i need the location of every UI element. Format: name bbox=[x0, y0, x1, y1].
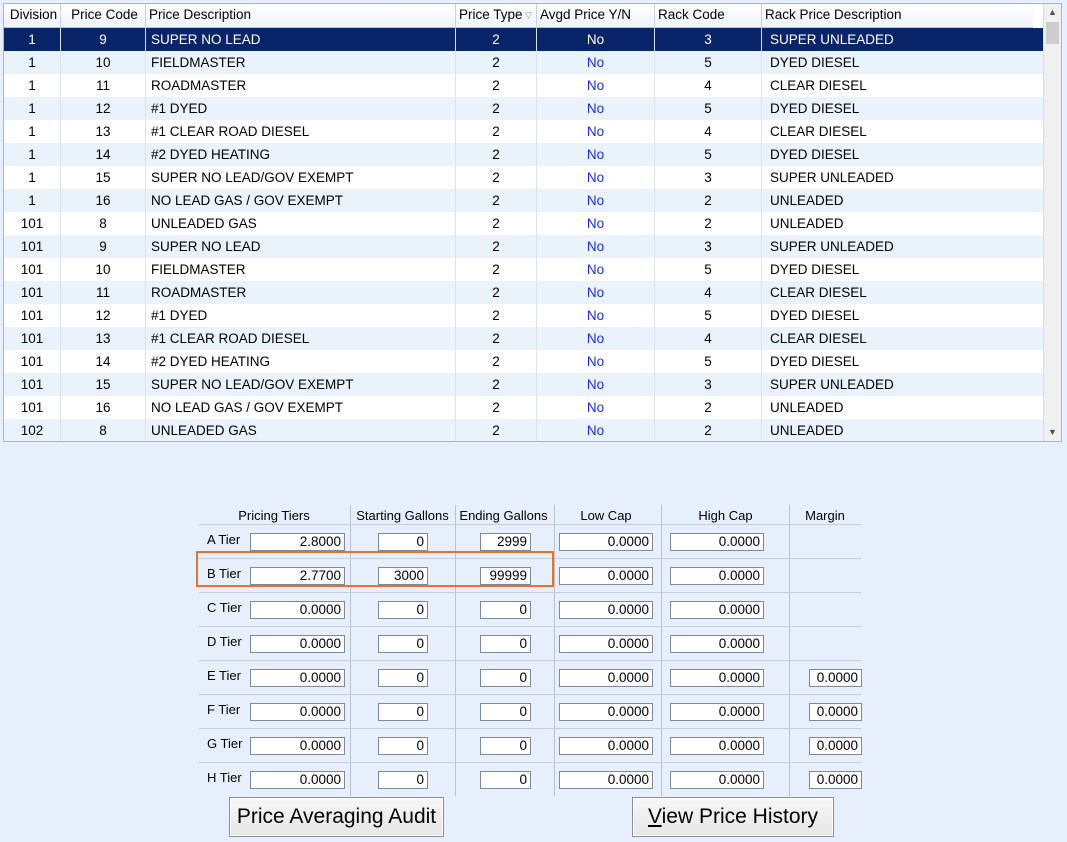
tier-row bbox=[199, 728, 861, 762]
cell-rack-code[interactable]: 2 bbox=[655, 419, 762, 442]
ending-gallons-input[interactable]: 2999 bbox=[480, 533, 531, 551]
cell-price-code[interactable]: 8 bbox=[61, 212, 146, 235]
tier-label: C Tier bbox=[207, 600, 242, 615]
cell-rack-price-description[interactable]: SUPER UNLEADED bbox=[770, 239, 894, 254]
cell-avgd-price[interactable]: No bbox=[537, 281, 655, 304]
margin-input[interactable]: 0.0000 bbox=[809, 703, 862, 721]
cell-price-code[interactable]: 14 bbox=[61, 350, 146, 373]
price-code-grid bbox=[3, 3, 1062, 442]
header-low-cap: Low Cap bbox=[580, 508, 632, 523]
cell-price-code[interactable]: 11 bbox=[61, 281, 146, 304]
pricing-tiers-panel bbox=[199, 505, 861, 796]
cell-price-description[interactable]: NO LEAD GAS / GOV EXEMPT bbox=[146, 189, 456, 212]
low-cap-input[interactable]: 0.0000 bbox=[559, 533, 653, 551]
cell-avgd-price[interactable]: No bbox=[537, 143, 655, 166]
table-row[interactable] bbox=[4, 281, 1043, 304]
cell-price-description[interactable]: #2 DYED HEATING bbox=[146, 143, 456, 166]
cell-rack-price-description[interactable]: CLEAR DIESEL bbox=[770, 78, 867, 93]
cell-division[interactable]: 102 bbox=[4, 419, 61, 442]
cell-price-type[interactable]: 2 bbox=[456, 304, 537, 327]
price-input[interactable]: 2.8000 bbox=[250, 533, 345, 551]
cell-rack-price-description[interactable]: SUPER UNLEADED bbox=[770, 377, 894, 392]
cell-rack-price-description[interactable]: DYED DIESEL bbox=[770, 147, 860, 162]
cell-division[interactable]: 1 bbox=[4, 74, 61, 97]
table-row[interactable] bbox=[4, 396, 1043, 419]
cell-price-description[interactable]: ROADMASTER bbox=[146, 74, 456, 97]
starting-gallons-input[interactable]: 0 bbox=[378, 601, 428, 619]
cell-price-code[interactable]: 15 bbox=[61, 166, 146, 189]
cell-price-code[interactable]: 12 bbox=[61, 97, 146, 120]
low-cap-input[interactable]: 0.0000 bbox=[559, 737, 653, 755]
table-row[interactable] bbox=[4, 212, 1043, 235]
cell-price-description[interactable]: #2 DYED HEATING bbox=[146, 350, 456, 373]
cell-price-code[interactable]: 16 bbox=[61, 189, 146, 212]
cell-rack-code[interactable]: 5 bbox=[655, 51, 762, 74]
tier-label: E Tier bbox=[207, 668, 241, 683]
cell-price-type[interactable]: 2 bbox=[456, 396, 537, 419]
column-header-rack-code[interactable]: Rack Code bbox=[655, 4, 762, 27]
starting-gallons-input[interactable]: 0 bbox=[378, 669, 428, 687]
cell-division[interactable]: 101 bbox=[4, 304, 61, 327]
view-price-history-label: iew Price History bbox=[661, 805, 818, 828]
table-row[interactable] bbox=[4, 235, 1043, 258]
cell-rack-code[interactable]: 4 bbox=[655, 74, 762, 97]
cell-price-type[interactable]: 2 bbox=[456, 212, 537, 235]
ending-gallons-input[interactable]: 0 bbox=[480, 635, 531, 653]
cell-rack-price-description[interactable]: DYED DIESEL bbox=[770, 101, 860, 116]
pricing-tiers-header bbox=[199, 505, 861, 524]
vertical-scrollbar[interactable] bbox=[1043, 4, 1061, 441]
cell-avgd-price[interactable]: No bbox=[537, 258, 655, 281]
cell-price-type[interactable]: 2 bbox=[456, 74, 537, 97]
cell-price-description[interactable]: #1 DYED bbox=[146, 304, 456, 327]
tier-row bbox=[199, 592, 861, 626]
ending-gallons-input[interactable]: 0 bbox=[480, 771, 531, 789]
cell-price-description[interactable]: NO LEAD GAS / GOV EXEMPT bbox=[146, 396, 456, 419]
cell-division[interactable]: 1 bbox=[4, 120, 61, 143]
cell-rack-code[interactable]: 5 bbox=[655, 97, 762, 120]
high-cap-input[interactable]: 0.0000 bbox=[670, 669, 764, 687]
cell-rack-price-description[interactable]: DYED DIESEL bbox=[770, 262, 860, 277]
table-row[interactable] bbox=[4, 143, 1043, 166]
tier-row bbox=[199, 626, 861, 660]
high-cap-input[interactable]: 0.0000 bbox=[670, 737, 764, 755]
cell-price-code[interactable]: 10 bbox=[61, 258, 146, 281]
tier-label: B Tier bbox=[207, 566, 241, 581]
low-cap-input[interactable]: 0.0000 bbox=[559, 703, 653, 721]
cell-avgd-price[interactable]: No bbox=[537, 120, 655, 143]
cell-price-code[interactable]: 11 bbox=[61, 74, 146, 97]
cell-price-code[interactable]: 13 bbox=[61, 327, 146, 350]
table-row[interactable] bbox=[4, 373, 1043, 396]
tier-row bbox=[199, 558, 861, 592]
high-cap-input[interactable]: 0.0000 bbox=[670, 703, 764, 721]
cell-price-code[interactable]: 10 bbox=[61, 51, 146, 74]
ending-gallons-input[interactable]: 0 bbox=[480, 601, 531, 619]
cell-price-type[interactable]: 2 bbox=[456, 373, 537, 396]
column-header-price-type-label: Price Type bbox=[459, 7, 523, 22]
cell-price-description[interactable]: ROADMASTER bbox=[146, 281, 456, 304]
column-header-rack-price-description[interactable]: Rack Price Description bbox=[765, 7, 902, 22]
table-row[interactable] bbox=[4, 120, 1043, 143]
cell-avgd-price[interactable]: No bbox=[537, 350, 655, 373]
low-cap-input[interactable]: 0.0000 bbox=[559, 669, 653, 687]
cell-avgd-price[interactable]: No bbox=[537, 166, 655, 189]
low-cap-input[interactable]: 0.0000 bbox=[559, 601, 653, 619]
table-row[interactable] bbox=[4, 304, 1043, 327]
ending-gallons-input[interactable]: 99999 bbox=[480, 567, 531, 585]
price-input[interactable]: 0.0000 bbox=[250, 771, 345, 789]
cell-avgd-price[interactable]: No bbox=[537, 419, 655, 442]
tier-row bbox=[199, 524, 861, 558]
cell-avgd-price[interactable]: No bbox=[537, 235, 655, 258]
cell-division[interactable]: 1 bbox=[4, 189, 61, 212]
cell-price-type[interactable]: 2 bbox=[456, 166, 537, 189]
cell-division[interactable]: 1 bbox=[4, 28, 61, 51]
table-row[interactable] bbox=[4, 97, 1043, 120]
header-ending-gallons: Ending Gallons bbox=[459, 508, 548, 523]
scrollbar-thumb[interactable] bbox=[1046, 22, 1059, 44]
cell-price-description[interactable]: #1 CLEAR ROAD DIESEL bbox=[146, 327, 456, 350]
cell-division[interactable]: 101 bbox=[4, 396, 61, 419]
cell-price-description[interactable]: SUPER NO LEAD/GOV EXEMPT bbox=[146, 166, 456, 189]
cell-division[interactable]: 1 bbox=[4, 97, 61, 120]
cell-rack-price-description[interactable]: UNLEADED bbox=[770, 400, 844, 415]
grid-body bbox=[4, 28, 1043, 442]
low-cap-input[interactable]: 0.0000 bbox=[559, 635, 653, 653]
high-cap-input[interactable]: 0.0000 bbox=[670, 635, 764, 653]
pricing-tier-rows bbox=[199, 524, 861, 796]
price-input[interactable]: 2.7700 bbox=[250, 567, 345, 585]
cell-avgd-price[interactable]: No bbox=[537, 327, 655, 350]
cell-price-type[interactable]: 2 bbox=[456, 419, 537, 442]
cell-price-description[interactable]: #1 CLEAR ROAD DIESEL bbox=[146, 120, 456, 143]
cell-avgd-price[interactable]: No bbox=[537, 373, 655, 396]
price-input[interactable]: 0.0000 bbox=[250, 601, 345, 619]
cell-avgd-price[interactable]: No bbox=[537, 212, 655, 235]
sort-descending-icon: ▽ bbox=[525, 10, 532, 20]
cell-division[interactable]: 101 bbox=[4, 235, 61, 258]
cell-rack-price-description[interactable]: UNLEADED bbox=[770, 216, 844, 231]
cell-division[interactable]: 101 bbox=[4, 327, 61, 350]
cell-rack-price-description[interactable]: CLEAR DIESEL bbox=[770, 124, 867, 139]
starting-gallons-input[interactable]: 3000 bbox=[378, 567, 428, 585]
cell-rack-code[interactable]: 3 bbox=[655, 166, 762, 189]
tier-label: G Tier bbox=[207, 736, 243, 751]
view-price-history-mnemonic: V bbox=[647, 805, 662, 828]
table-row[interactable] bbox=[4, 419, 1043, 442]
cell-price-type[interactable]: 2 bbox=[456, 327, 537, 350]
cell-rack-price-description[interactable]: SUPER UNLEADED bbox=[770, 32, 894, 47]
cell-avgd-price[interactable]: No bbox=[537, 304, 655, 327]
tier-row bbox=[199, 762, 861, 796]
cell-rack-code[interactable]: 4 bbox=[655, 120, 762, 143]
cell-price-code[interactable]: 12 bbox=[61, 304, 146, 327]
table-row[interactable] bbox=[4, 51, 1043, 74]
cell-avgd-price[interactable]: No bbox=[537, 28, 655, 51]
column-header-division[interactable]: Division bbox=[4, 4, 61, 27]
table-row[interactable] bbox=[4, 350, 1043, 373]
starting-gallons-input[interactable]: 0 bbox=[378, 737, 428, 755]
cell-price-type[interactable]: 2 bbox=[456, 143, 537, 166]
cell-division[interactable]: 101 bbox=[4, 212, 61, 235]
cell-price-description[interactable]: FIELDMASTER bbox=[146, 258, 456, 281]
cell-rack-code[interactable]: 2 bbox=[655, 189, 762, 212]
cell-price-type[interactable]: 2 bbox=[456, 51, 537, 74]
high-cap-input[interactable]: 0.0000 bbox=[670, 601, 764, 619]
cell-rack-code[interactable]: 2 bbox=[655, 396, 762, 419]
cell-rack-price-description[interactable]: DYED DIESEL bbox=[770, 55, 860, 70]
table-row[interactable] bbox=[4, 28, 1043, 51]
starting-gallons-input[interactable]: 0 bbox=[378, 635, 428, 653]
cell-avgd-price[interactable]: No bbox=[537, 51, 655, 74]
cell-avgd-price[interactable]: No bbox=[537, 74, 655, 97]
tier-row bbox=[199, 660, 861, 694]
cell-division[interactable]: 1 bbox=[4, 166, 61, 189]
cell-rack-code[interactable]: 4 bbox=[655, 327, 762, 350]
ending-gallons-input[interactable]: 0 bbox=[480, 669, 531, 687]
header-margin: Margin bbox=[805, 508, 845, 523]
scroll-up-icon[interactable]: ▲ bbox=[1048, 7, 1057, 17]
cell-price-type[interactable]: 2 bbox=[456, 28, 537, 51]
table-row[interactable] bbox=[4, 74, 1043, 97]
cell-rack-price-description[interactable]: UNLEADED bbox=[770, 193, 844, 208]
high-cap-input[interactable]: 0.0000 bbox=[670, 533, 764, 551]
starting-gallons-input[interactable]: 0 bbox=[378, 771, 428, 789]
starting-gallons-input[interactable]: 0 bbox=[378, 703, 428, 721]
cell-rack-price-description[interactable]: UNLEADED bbox=[770, 423, 844, 438]
ending-gallons-input[interactable]: 0 bbox=[480, 737, 531, 755]
price-averaging-audit-button[interactable]: Price Averaging Audit bbox=[229, 797, 444, 837]
header-high-cap: High Cap bbox=[698, 508, 753, 523]
cell-division[interactable]: 101 bbox=[4, 281, 61, 304]
cell-rack-code[interactable]: 5 bbox=[655, 304, 762, 327]
high-cap-input[interactable]: 0.0000 bbox=[670, 567, 764, 585]
price-input[interactable]: 0.0000 bbox=[250, 703, 345, 721]
cell-price-code[interactable]: 8 bbox=[61, 419, 146, 442]
cell-rack-code[interactable]: 5 bbox=[655, 350, 762, 373]
cell-price-code[interactable]: 14 bbox=[61, 143, 146, 166]
table-row[interactable] bbox=[4, 258, 1043, 281]
cell-price-code[interactable]: 16 bbox=[61, 396, 146, 419]
cell-price-type[interactable]: 2 bbox=[456, 235, 537, 258]
cell-rack-code[interactable]: 3 bbox=[655, 373, 762, 396]
ending-gallons-input[interactable]: 0 bbox=[480, 703, 531, 721]
margin-input[interactable]: 0.0000 bbox=[809, 771, 862, 789]
cell-price-description[interactable]: SUPER NO LEAD bbox=[146, 235, 456, 258]
cell-rack-code[interactable]: 5 bbox=[655, 258, 762, 281]
cell-avgd-price[interactable]: No bbox=[537, 189, 655, 212]
tier-label: H Tier bbox=[207, 770, 242, 785]
cell-rack-code[interactable]: 4 bbox=[655, 281, 762, 304]
cell-division[interactable]: 101 bbox=[4, 258, 61, 281]
cell-price-description[interactable]: #1 DYED bbox=[146, 97, 456, 120]
cell-rack-code[interactable]: 3 bbox=[655, 235, 762, 258]
cell-price-code[interactable]: 9 bbox=[61, 28, 146, 51]
cell-division[interactable]: 1 bbox=[4, 143, 61, 166]
column-header-price-code[interactable]: Price Code bbox=[61, 4, 146, 27]
header-pricing-tiers: Pricing Tiers bbox=[238, 508, 310, 523]
column-header-avgd-price[interactable]: Avgd Price Y/N bbox=[537, 4, 655, 27]
price-input[interactable]: 0.0000 bbox=[250, 669, 345, 687]
cell-division[interactable]: 101 bbox=[4, 373, 61, 396]
high-cap-input[interactable]: 0.0000 bbox=[670, 771, 764, 789]
cell-price-description[interactable]: UNLEADED GAS bbox=[146, 212, 456, 235]
grid-header bbox=[4, 4, 1033, 28]
cell-division[interactable]: 101 bbox=[4, 350, 61, 373]
cell-rack-price-description[interactable]: DYED DIESEL bbox=[770, 354, 860, 369]
header-starting-gallons: Starting Gallons bbox=[356, 508, 449, 523]
table-row[interactable] bbox=[4, 189, 1043, 212]
column-header-price-type[interactable] bbox=[456, 4, 537, 27]
cell-rack-price-description[interactable]: CLEAR DIESEL bbox=[770, 285, 867, 300]
margin-input[interactable]: 0.0000 bbox=[809, 669, 862, 687]
price-input[interactable]: 0.0000 bbox=[250, 635, 345, 653]
cell-rack-code[interactable]: 3 bbox=[655, 28, 762, 51]
cell-price-type[interactable]: 2 bbox=[456, 281, 537, 304]
tier-row bbox=[199, 694, 861, 728]
cell-rack-price-description[interactable]: CLEAR DIESEL bbox=[770, 331, 867, 346]
scroll-down-icon[interactable]: ▼ bbox=[1048, 427, 1057, 437]
column-header-price-description[interactable]: Price Description bbox=[146, 4, 456, 27]
cell-rack-code[interactable]: 2 bbox=[655, 212, 762, 235]
price-input[interactable]: 0.0000 bbox=[250, 737, 345, 755]
cell-price-description[interactable]: SUPER NO LEAD bbox=[146, 28, 456, 51]
cell-price-description[interactable]: FIELDMASTER bbox=[146, 51, 456, 74]
cell-price-type[interactable]: 2 bbox=[456, 120, 537, 143]
cell-division[interactable]: 1 bbox=[4, 51, 61, 74]
cell-price-type[interactable]: 2 bbox=[456, 97, 537, 120]
low-cap-input[interactable]: 0.0000 bbox=[559, 771, 653, 789]
low-cap-input[interactable]: 0.0000 bbox=[559, 567, 653, 585]
tier-label: A Tier bbox=[207, 532, 241, 547]
cell-avgd-price[interactable]: No bbox=[537, 97, 655, 120]
cell-price-description[interactable]: SUPER NO LEAD/GOV EXEMPT bbox=[146, 373, 456, 396]
view-price-history-button[interactable] bbox=[632, 797, 834, 837]
cell-avgd-price[interactable]: No bbox=[537, 396, 655, 419]
table-row[interactable] bbox=[4, 327, 1043, 350]
starting-gallons-input[interactable]: 0 bbox=[378, 533, 428, 551]
cell-rack-price-description[interactable]: DYED DIESEL bbox=[770, 308, 860, 323]
cell-rack-code[interactable]: 5 bbox=[655, 143, 762, 166]
cell-rack-price-description[interactable]: SUPER UNLEADED bbox=[770, 170, 894, 185]
cell-price-code[interactable]: 9 bbox=[61, 235, 146, 258]
cell-price-type[interactable]: 2 bbox=[456, 189, 537, 212]
cell-price-type[interactable]: 2 bbox=[456, 258, 537, 281]
cell-price-code[interactable]: 15 bbox=[61, 373, 146, 396]
cell-price-type[interactable]: 2 bbox=[456, 350, 537, 373]
table-row[interactable] bbox=[4, 166, 1043, 189]
cell-price-code[interactable]: 13 bbox=[61, 120, 146, 143]
margin-input[interactable]: 0.0000 bbox=[809, 737, 862, 755]
tier-label: D Tier bbox=[207, 634, 242, 649]
tier-label: F Tier bbox=[207, 702, 241, 717]
cell-price-description[interactable]: UNLEADED GAS bbox=[146, 419, 456, 442]
